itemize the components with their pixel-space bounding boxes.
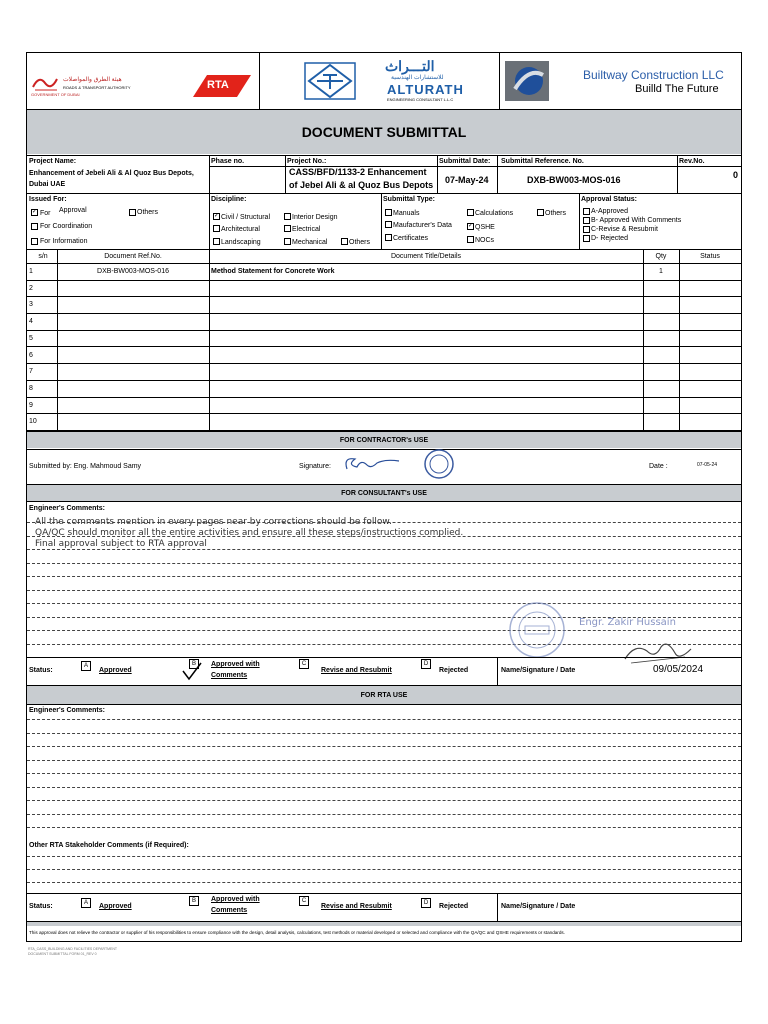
- stakeholder-line[interactable]: [27, 869, 741, 870]
- col-status: Status: [700, 253, 720, 260]
- civil-checkbox[interactable]: ✓: [214, 213, 220, 219]
- comment-line[interactable]: [27, 603, 741, 604]
- comment-line[interactable]: [27, 719, 741, 720]
- issued-for-label: Issued For:: [29, 196, 67, 203]
- row-sn: 3: [29, 301, 33, 309]
- rta-a-box[interactable]: A: [81, 898, 91, 908]
- comment-line[interactable]: [27, 576, 741, 577]
- builtway-tagline: Builld The Future: [635, 83, 719, 95]
- approval-checkbox[interactable]: ✓: [32, 209, 38, 215]
- manuals-checkbox[interactable]: [385, 209, 392, 216]
- consultant-stamp-icon: [507, 601, 567, 659]
- consultant-revise: Revise and Resubmit: [321, 667, 392, 674]
- table-row: [27, 348, 741, 365]
- contractor-signature: [341, 453, 405, 475]
- table-row: [27, 314, 741, 331]
- phase-label: Phase no.: [211, 158, 245, 165]
- electrical-label: Electrical: [292, 226, 321, 233]
- consultant-c-box[interactable]: C: [299, 659, 309, 669]
- comment-line[interactable]: [27, 549, 741, 550]
- comment-line[interactable]: [27, 800, 741, 801]
- submittal-form: [26, 52, 742, 942]
- consultant-comment-3: Final approval subject to RTA approval: [35, 539, 207, 549]
- manufacturers-label: Maufacturer's Data: [393, 222, 452, 229]
- col-title: Document Title/Details: [390, 253, 462, 260]
- row-sn: 10: [29, 418, 37, 426]
- mechanical-label: Mechanical: [292, 239, 328, 246]
- builtway-name: Builtway Construction LLC: [583, 68, 724, 82]
- row-sn: 8: [29, 384, 33, 392]
- comment-line[interactable]: [27, 787, 741, 788]
- alturath-arabic-name: التـــراث: [385, 58, 435, 74]
- comment-line[interactable]: [27, 827, 741, 828]
- table-row: [27, 414, 741, 431]
- status-a-label: A-Approved: [591, 208, 628, 215]
- comment-line[interactable]: [27, 630, 741, 631]
- status-c-label: C-Revise & Resubmit: [591, 226, 658, 233]
- type-others-checkbox[interactable]: [537, 209, 544, 216]
- architectural-checkbox[interactable]: [213, 225, 220, 232]
- project-name-value-1: Enhancement of Jebeli Ali & Al Quoz Bus Depots,: [29, 170, 194, 177]
- electrical-checkbox[interactable]: [284, 225, 291, 232]
- interior-label: Interior Design: [292, 214, 338, 221]
- calculations-checkbox[interactable]: [467, 209, 474, 216]
- nocs-checkbox[interactable]: [467, 236, 474, 243]
- row-ref: DXB-BW003-MOS-016: [97, 268, 169, 275]
- rta-approved-with-2: Comments: [211, 907, 248, 914]
- col-sn: s/n: [38, 253, 48, 260]
- certificates-checkbox[interactable]: [385, 234, 392, 241]
- comment-line[interactable]: [27, 760, 741, 761]
- contractor-date-label: Date :: [649, 463, 668, 470]
- issued-others-checkbox[interactable]: [129, 209, 136, 216]
- alturath-sub: ENGINEERING CONSULTANT L.L.C: [387, 97, 454, 102]
- nocs-label: NOCs: [475, 237, 495, 244]
- row-qty: 1: [659, 268, 663, 275]
- rta-stakeholder-label: Other RTA Stakeholder Comments (if Required):: [29, 842, 189, 849]
- project-name-value-2: Dubai UAE: [29, 181, 66, 188]
- mechanical-checkbox[interactable]: [284, 238, 291, 245]
- consultant-rejected: Rejected: [439, 667, 469, 674]
- consultant-check-mark: [181, 661, 203, 681]
- status-d-label: D- Rejected: [591, 235, 628, 242]
- project-no-value-1: CASS/BFD/1133-2 Enhancement: [289, 167, 427, 177]
- coordination-checkbox[interactable]: [31, 223, 38, 230]
- signature-label: Signature:: [299, 463, 331, 470]
- stakeholder-line[interactable]: [27, 882, 741, 883]
- builtway-emblem-icon: [505, 61, 549, 101]
- col-qty: Qty: [655, 253, 667, 260]
- certificates-label: Certificates: [393, 235, 429, 242]
- consultant-approved-with-1: Approved with: [211, 661, 260, 668]
- rta-d-box[interactable]: D: [421, 898, 431, 908]
- table-row: [27, 297, 741, 314]
- row-sn: 5: [29, 334, 33, 342]
- calculations-label: Calculations: [475, 210, 514, 217]
- rta-c-box[interactable]: C: [299, 896, 309, 906]
- alturath-arabic-sub: للاستشارات الهندسية: [391, 75, 444, 81]
- discipline-others-label: Others: [349, 239, 371, 246]
- architectural-label: Architectural: [221, 226, 260, 233]
- table-row: [27, 331, 741, 348]
- status-d-checkbox[interactable]: [583, 235, 590, 242]
- civil-label: Civil / Structural: [221, 214, 271, 221]
- submittal-type-label: Submittal Type:: [383, 196, 435, 203]
- form-code-line-2: DOCUMENT SUBMITTAL FORM 01_REV 0: [28, 952, 97, 956]
- table-row: [27, 281, 741, 298]
- comment-line[interactable]: [27, 563, 741, 564]
- approval-status-label: Approval Status:: [581, 196, 638, 203]
- stakeholder-line[interactable]: [27, 856, 741, 857]
- table-row: [27, 264, 741, 281]
- qshe-checkbox[interactable]: ✓: [468, 223, 474, 229]
- rev-value: 0: [733, 170, 739, 180]
- rta-b-box[interactable]: B: [189, 896, 199, 906]
- type-others-label: Others: [545, 210, 567, 217]
- discipline-others-checkbox[interactable]: [341, 238, 348, 245]
- rta-revise: Revise and Resubmit: [321, 903, 392, 910]
- rta-status-label: Status:: [29, 903, 53, 910]
- consultant-date-value: 09/05/2024: [653, 664, 704, 675]
- row-sn: 6: [29, 351, 33, 359]
- row-sn: 9: [29, 401, 33, 409]
- information-label: For Information: [40, 238, 88, 245]
- consultant-b-box[interactable]: B: [189, 659, 199, 669]
- project-name-label: Project Name:: [29, 158, 77, 165]
- rta-english-name: ROADS & TRANSPORT AUTHORITY: [63, 85, 131, 90]
- comment-line[interactable]: [27, 590, 741, 591]
- consultant-status-label: Status:: [29, 667, 53, 674]
- consultant-a-box[interactable]: A: [81, 661, 91, 671]
- comment-line[interactable]: [27, 814, 741, 815]
- consultant-comment-1: All the comments mention in every pages near by corrections should be follow.: [35, 517, 392, 527]
- rta-badge-text: RTA: [207, 79, 229, 91]
- row-sn: 7: [29, 368, 33, 376]
- submittal-date-value: 07-May-24: [445, 175, 489, 185]
- contractor-heading: FOR CONTRACTOR's USE: [339, 437, 429, 444]
- coordination-label: For Coordination: [40, 223, 93, 230]
- manuals-label: Manuals: [393, 210, 420, 217]
- consultant-approved: Approved: [99, 667, 132, 674]
- contractor-date-value: 07-05-24: [697, 462, 718, 468]
- status-b-checkbox[interactable]: [583, 217, 590, 224]
- consultant-d-box[interactable]: D: [421, 659, 431, 669]
- form-code-line-1: RTA_CASS_BUILDING AND FACILITIES DEPARTMENT: [28, 947, 118, 951]
- rev-label: Rev.No.: [679, 158, 705, 165]
- status-b-label: B- Approved With Comments: [591, 217, 682, 224]
- project-no-value-2: of Jebel Ali & al Quoz Bus Depots: [289, 180, 434, 190]
- consultant-signature: [621, 637, 693, 667]
- row-sn: 2: [29, 284, 33, 292]
- status-a-checkbox[interactable]: [583, 208, 590, 215]
- col-ref: Document Ref.No.: [104, 253, 162, 260]
- submittal-date-label: Submittal Date:: [439, 158, 491, 165]
- discipline-label: Discipline:: [211, 196, 247, 203]
- page-title: DOCUMENT SUBMITTAL: [301, 124, 467, 140]
- interior-checkbox[interactable]: [284, 213, 291, 220]
- comment-line[interactable]: [27, 746, 741, 747]
- comment-line[interactable]: [27, 773, 741, 774]
- alturath-name: ALTURATH: [387, 82, 464, 97]
- consultant-name-sig-date: Name/Signature / Date: [501, 667, 576, 674]
- qshe-label: QSHE: [475, 224, 495, 231]
- submittal-ref-value: DXB-BW003-MOS-016: [527, 175, 621, 185]
- row-sn: 1: [29, 268, 33, 275]
- gov-dubai-label: GOVERNMENT OF DUBAI: [31, 92, 80, 97]
- alturath-logo: [263, 55, 497, 107]
- rta-heading: FOR RTA USE: [360, 692, 408, 699]
- project-no-label: Project No.:: [287, 158, 327, 165]
- issued-others-label: Others: [137, 209, 159, 216]
- consultant-comments-label: Engineer's Comments:: [29, 505, 105, 512]
- rta-approved: Approved: [99, 903, 132, 910]
- row-title: Method Statement for Concrete Work: [211, 268, 335, 275]
- manufacturers-checkbox[interactable]: [385, 221, 392, 228]
- table-row: [27, 398, 741, 415]
- comment-line[interactable]: [27, 733, 741, 734]
- consultant-heading: FOR CONSULTANT's USE: [341, 490, 427, 497]
- builtway-logo: [503, 55, 741, 107]
- approval-label-2: Approval: [59, 207, 87, 214]
- approval-label-1: For: [40, 210, 51, 217]
- submittal-ref-label: Submittal Reference. No.: [501, 158, 584, 165]
- consultant-comment-2: QA/QC should monitor all the entire activities and ensure all these steps/instructions complied.: [35, 528, 464, 538]
- landscaping-label: Landscaping: [221, 239, 261, 246]
- table-row: [27, 364, 741, 381]
- contractor-stamp-icon: [421, 449, 457, 479]
- status-c-checkbox[interactable]: [583, 226, 590, 233]
- row-sn: 4: [29, 318, 33, 326]
- alturath-emblem-icon: [303, 61, 357, 101]
- rta-approved-with-1: Approved with: [211, 896, 260, 903]
- rta-comments-label: Engineer's Comments:: [29, 707, 105, 714]
- information-checkbox[interactable]: [31, 238, 38, 245]
- submitted-by: Submitted by: Eng. Mahmoud Samy: [29, 463, 142, 470]
- consultant-approved-with-2: Comments: [211, 672, 248, 679]
- rta-rejected: Rejected: [439, 903, 469, 910]
- landscaping-checkbox[interactable]: [213, 238, 220, 245]
- rta-name-sig-date: Name/Signature / Date: [501, 903, 576, 910]
- footer-disclaimer: This approval does not relieve the contractor or supplier of his responsibilities to ensure compliance with the design, detail analysis, calculations, test methods or material developed or selected and compliance with the QA/QC and QSHE requirements or standards.: [29, 930, 565, 935]
- dubai-calligraphy-icon: [31, 71, 61, 93]
- consultant-stamp-name: Engr. Zakir Hussain: [579, 617, 676, 628]
- table-row: [27, 381, 741, 398]
- rta-logo: [29, 59, 257, 105]
- rta-arabic-name: هيئة الطرق والمواصلات: [63, 77, 122, 83]
